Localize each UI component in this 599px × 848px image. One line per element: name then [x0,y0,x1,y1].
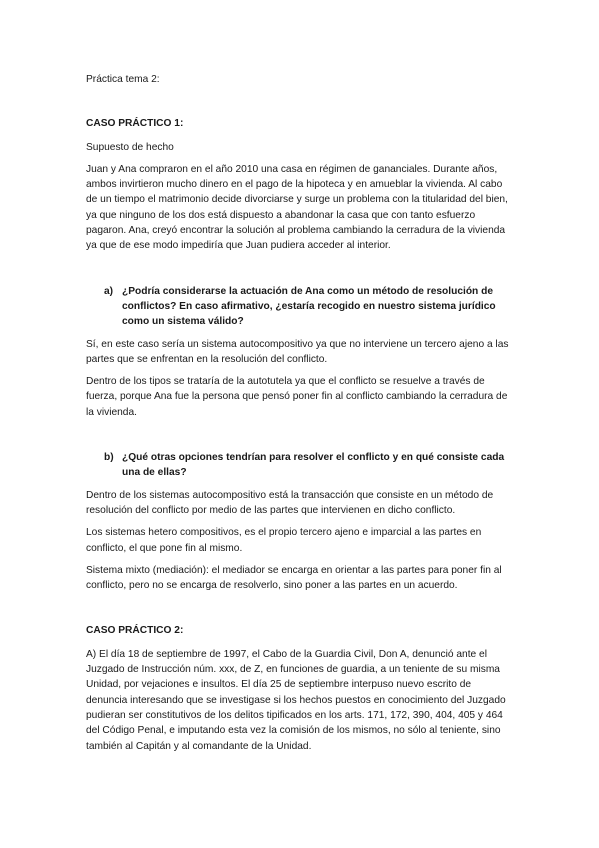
answer-a-paragraph: Sí, en este caso sería un sistema autocompositivo ya que no interviene un tercero ajeno a las partes que se enfrentan en la resolución del conflicto. [86,338,509,365]
case-2-heading: CASO PRÁCTICO 2: [86,625,184,637]
answer-b-paragraph: Sistema mixto (mediación): el mediador se encarga en orientar a las partes para poner fin al conflicto, pero no se encarga de resolverlo, sino poner a las partes en un acuerdo. [86,564,502,592]
case-1-subheading: Supuesto de hecho [86,141,174,153]
question-a-text: ¿Podría considerarse la actuación de Ana como un método de resolución de conflictos? En caso afirmativo, ¿estaría recogido en nuestro sistema jurídico como un sistema válido? [122,285,496,328]
case-1-heading: CASO PRÁCTICO 1: [86,118,184,130]
answer-b-paragraph: Los sistemas hetero compositivos, es el propio tercero ajeno e imparcial a las partes en conflicto, el que pone fin al mismo. [86,527,482,554]
case-1-facts: Juan y Ana compraron en el año 2010 una casa en régimen de gananciales. Durante años, ambos invirtieron mucho dinero en el pago de la hipoteca y en amueblar la vivienda. Al cabo de un tiempo el matrimonio decide divorciarse y surge un problema con la titularidad del bien, ya que ninguno de los dos está dispuesto a abandonar la casa que con tanto esfuerzo pagaron. Ana, creyó encontrar la solución al problema cambiando la cerradura de la vivienda ya que de ese modo impediría que Juan pudiera acceder al interior. [86,163,508,252]
question-a [86,284,515,330]
question-b [86,450,515,481]
document-title: Práctica tema 2: [86,74,160,85]
question-b-label: b) [104,452,114,464]
answer-a-paragraph: Dentro de los tipos se trataría de la autotutela ya que el conflicto se resuelve a través de fuerza, porque Ana fue la persona que pensó poner fin al conflicto cambiando la cerradura de la vivienda. [86,376,508,418]
answer-b-paragraph: Dentro de los sistemas autocompositivo está la transacción que consiste en un método de resolución del conflicto por medio de las partes que intervienen en dicho conflicto. [86,489,494,516]
question-a-label: a) [104,285,114,297]
question-b-text: ¿Qué otras opciones tendrían para resolver el conflicto y en qué consiste cada una de ellas? [122,452,505,479]
case-2-facts: A) El día 18 de septiembre de 1997, el Cabo de la Guardia Civil, Don A, denunció ante el Juzgado de Instrucción núm. xxx, de Z, en funciones de guardia, a un teniente de su misma Unidad, por vejaciones e insultos. El día 25 de septiembre interpuso nuevo escrito de denuncia interesando que se investigase si los hechos puestos en conocimiento del Juzgado pudieran ser constitutivos de los delitos tipificados en los arts. 171, 172, 390, 404, 405 y 464 del Código Penal, e imputando esta vez la comisión de los mismos, no sólo al teniente, sino también al Capitán y al comandante de la Unidad. [86,648,506,752]
